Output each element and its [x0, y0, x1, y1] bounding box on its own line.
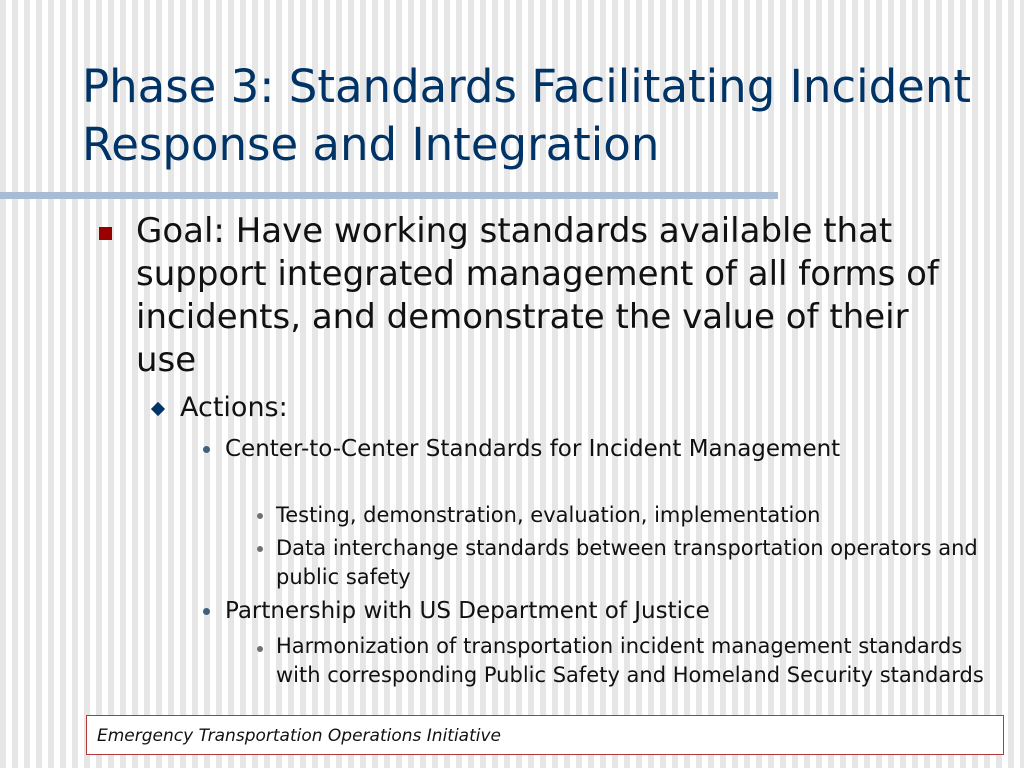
dot-bullet-icon [203, 446, 210, 453]
diamond-bullet-icon [151, 402, 165, 416]
subitem-testing: Testing, demonstration, evaluation, implementation [276, 503, 821, 527]
slide-title: Phase 3: Standards Facilitating Incident Response and Integration [82, 60, 972, 171]
subitem-data-interchange: Data interchange standards between transportation operators and public safety [276, 536, 978, 589]
subitem-harmonization: Harmonization of transportation incident management standards with corresponding Public Safety and Homeland Security standards [276, 634, 984, 687]
action-item-doj: Partnership with US Department of Justice [225, 598, 710, 624]
dot-bullet-icon [257, 513, 263, 519]
dot-bullet-icon [203, 608, 210, 615]
goal-text: Goal: Have working standards available that support integrated management of all forms of incidents, and demonstrate the value of their use [136, 211, 939, 380]
actions-label: Actions: [180, 392, 288, 423]
dot-bullet-icon [257, 546, 263, 552]
action-item-c2c: Center-to-Center Standards for Incident Management [225, 436, 841, 462]
footer-text: Emergency Transportation Operations Initiative [97, 726, 502, 746]
square-bullet-icon [99, 227, 112, 240]
footer-box [86, 715, 1004, 755]
dot-bullet-icon [257, 646, 263, 652]
